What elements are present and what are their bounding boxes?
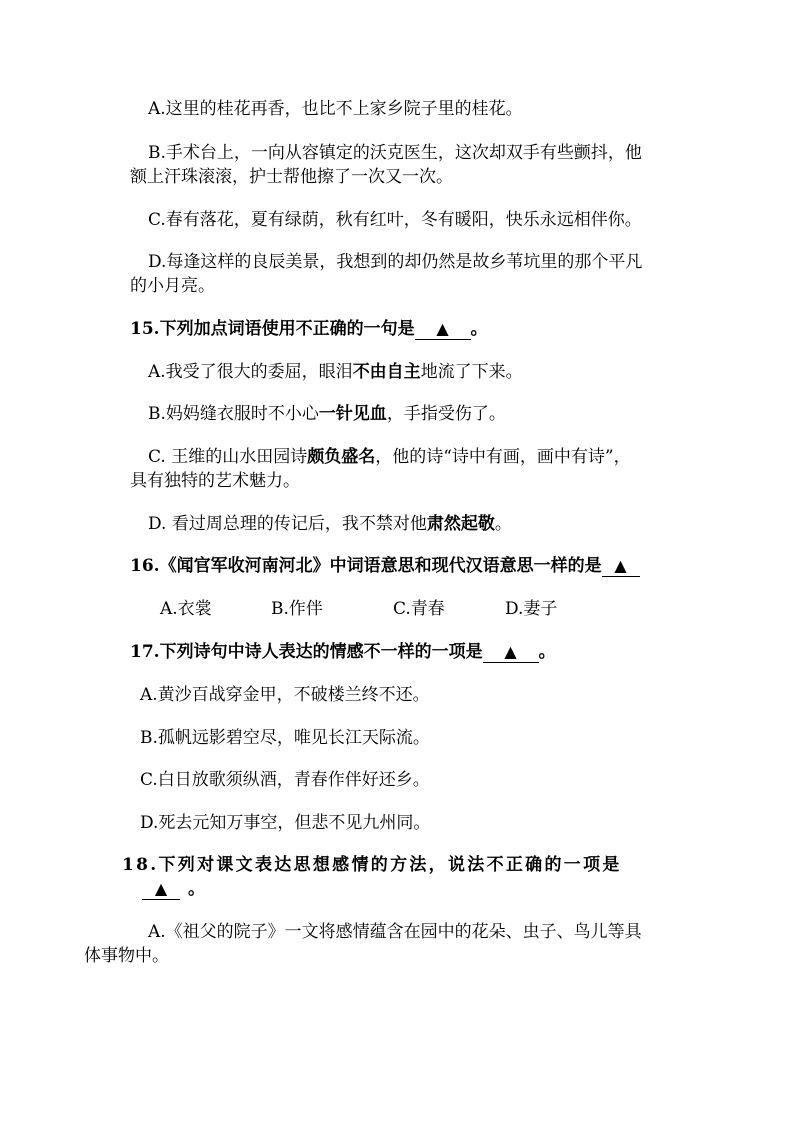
q17-answer-blank <box>483 642 539 663</box>
triangle-icon: ▲ <box>504 642 517 661</box>
q18-stem-line2 <box>142 878 205 900</box>
q18-answer-blank <box>142 879 180 900</box>
q15-option-b-term: 一针见血 <box>318 404 387 424</box>
q17-option-b: B.孤帆远影碧空尽，唯见长江天际流。 <box>140 728 430 748</box>
q18-stem-end: 。 <box>188 879 205 899</box>
q15-option-b-post: ，手指受伤了。 <box>386 404 506 424</box>
q15-answer-blank <box>415 319 471 340</box>
q15-option-a-pre: A.我受了很大的委屈，眼泪 <box>148 362 353 382</box>
q15-option-b-pre: B.妈妈缝衣服时不小心 <box>148 404 319 424</box>
q15-stem-text: 15.下列加点词语使用不正确的一句是 <box>130 319 415 339</box>
q15-option-d-term: 肃然起敬 <box>426 514 495 534</box>
q15-stem <box>130 318 488 340</box>
q18-option-a-line1: A.《祖父的院子》一文将感情蕴含在园中的花朵、虫子、鸟儿等具 <box>148 922 642 942</box>
q18-option-a-line2: 体事物中。 <box>84 946 169 966</box>
triangle-icon: ▲ <box>436 319 449 338</box>
q15-option-a-term: 不由自主 <box>352 362 421 382</box>
q17-stem-end: 。 <box>538 642 556 662</box>
q15-option-c-post: ，他的诗“诗中有画，画中有诗”， <box>375 447 631 467</box>
q16-option-b: B.作伴 <box>271 599 323 619</box>
q15-option-a-post: 地流了下来。 <box>420 362 523 382</box>
q16-option-a: A.衣裳 <box>160 599 212 619</box>
triangle-icon: ▲ <box>614 556 627 575</box>
q14-option-b-line1: B.手术台上，一向从容镇定的沃克医生，这次却双手有些颤抖，他 <box>148 143 642 163</box>
triangle-icon: ▲ <box>154 879 168 898</box>
q14-option-a: A.这里的桂花再香，也比不上家乡院子里的桂花。 <box>148 99 523 119</box>
q16-stem-text: 16.《闻官军收河南河北》中词语意思和现代汉语意思一样的是 <box>130 556 602 576</box>
q15-option-c-pre: C. 王维的山水田园诗 <box>148 447 308 467</box>
q15-option-d-pre: D. 看过周总理的传记后，我不禁对他 <box>148 514 427 534</box>
q17-option-d: D.死去元知万事空，但悲不见九州同。 <box>140 813 431 833</box>
q17-stem-text: 17.下列诗句中诗人表达的情感不一样的一项是 <box>130 642 483 662</box>
q14-option-c: C.春有落花，夏有绿荫，秋有红叶，冬有暖阳，快乐永远相伴你。 <box>148 210 642 230</box>
q16-answer-blank <box>602 556 640 577</box>
q15-option-c-term: 颇负盛名 <box>307 447 376 467</box>
q15-stem-end: 。 <box>470 319 488 339</box>
q15-option-d-post: 。 <box>494 514 512 534</box>
q15-option-b <box>148 403 506 425</box>
q18-stem: 18.下列对课文表达思想感情的方法，说法不正确的一项是 <box>122 855 622 875</box>
q16-option-c: C.青春 <box>393 599 445 619</box>
q14-option-d-line2: 的小月亮。 <box>130 276 215 296</box>
q16-stem <box>130 555 640 577</box>
q16-option-d: D.妻子 <box>505 599 558 619</box>
q15-option-a <box>148 361 523 383</box>
q17-option-a: A.黄沙百战穿金甲，不破楼兰终不还。 <box>140 685 430 705</box>
q17-stem <box>130 641 556 663</box>
q14-option-d-line1: D.每逢这样的良辰美景，我想到的却仍然是故乡苇坑里的那个平凡 <box>148 252 643 272</box>
q15-option-d <box>148 513 512 535</box>
q15-option-c-line2: 具有独特的艺术魅力。 <box>130 471 300 491</box>
q14-option-b-line2: 额上汗珠滚滚，护士帮他擦了一次又一次。 <box>130 167 453 187</box>
q17-option-c: C.白日放歌须纵酒，青春作伴好还乡。 <box>140 770 430 790</box>
q15-option-c-line1 <box>148 446 631 468</box>
